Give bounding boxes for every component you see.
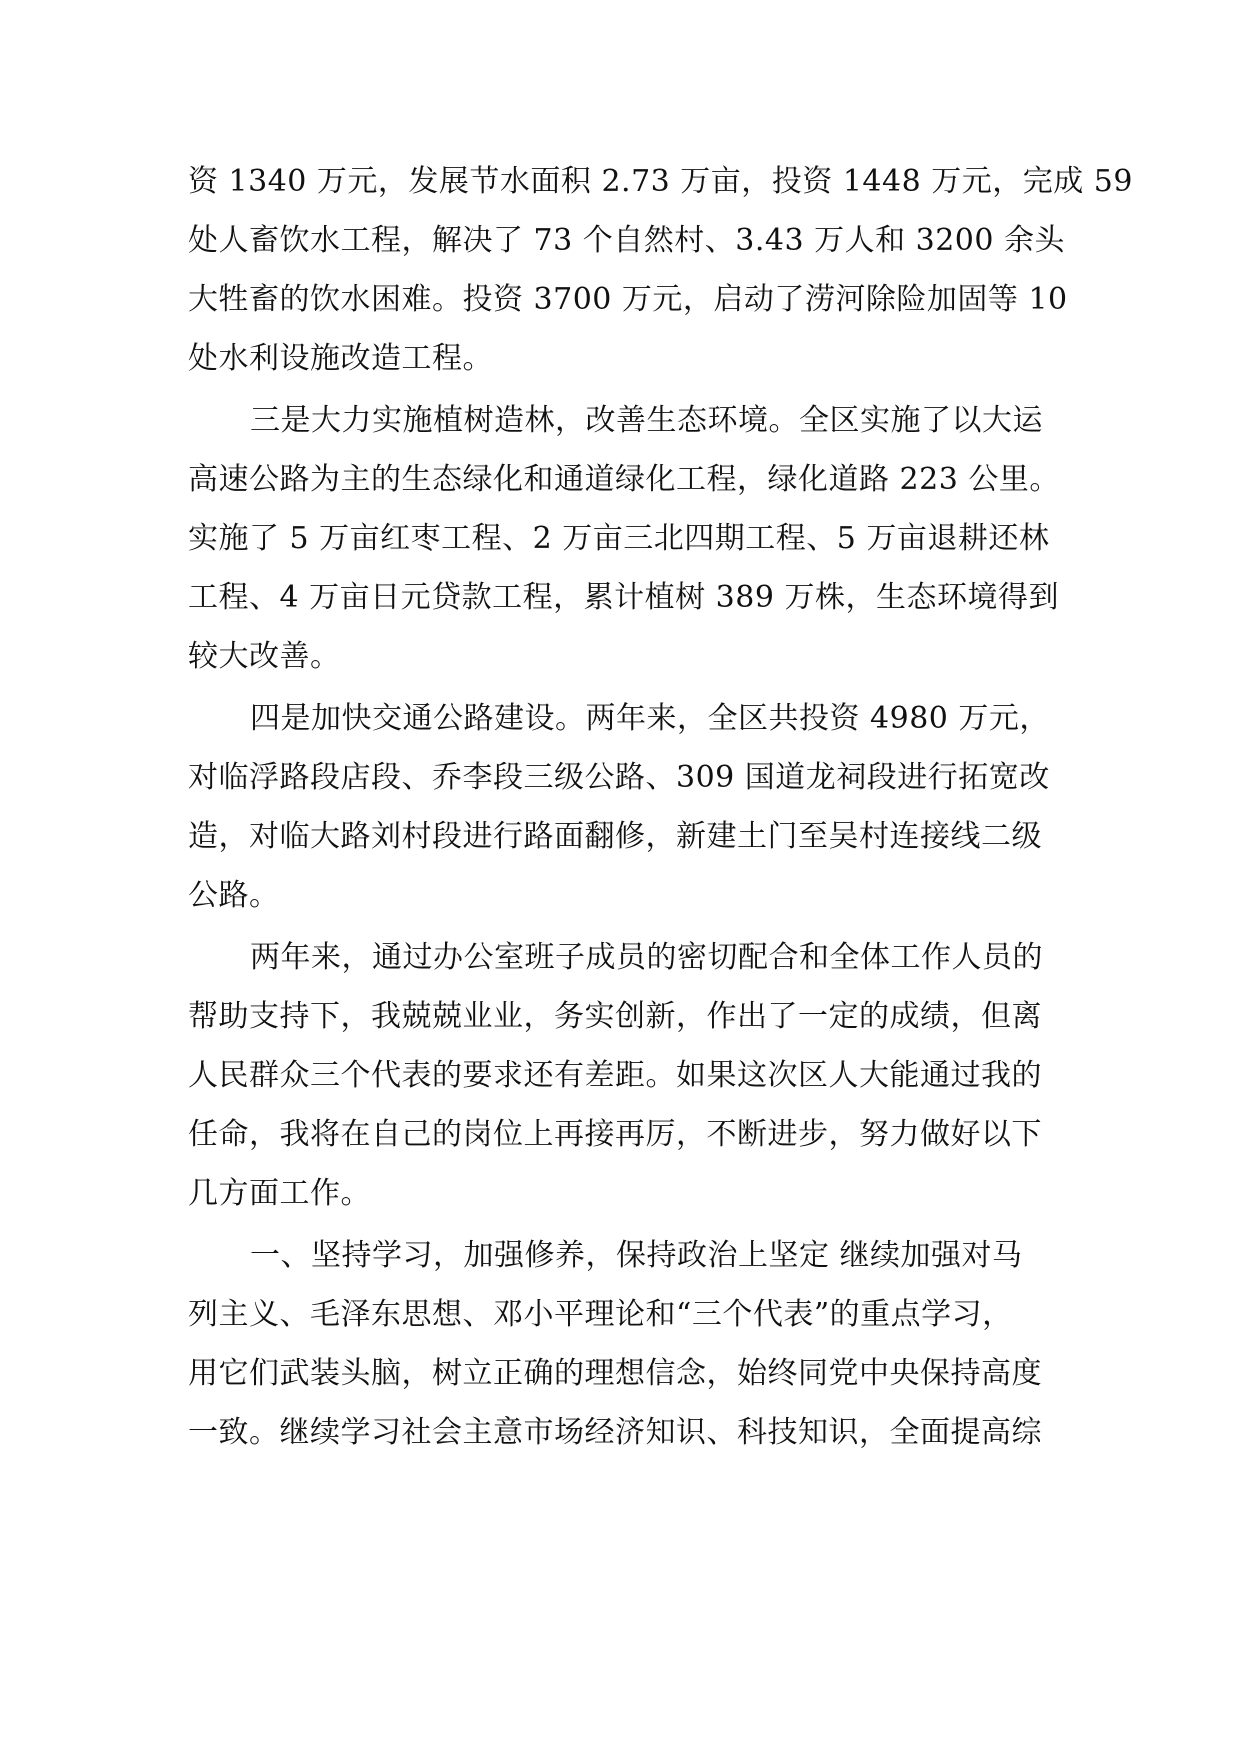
text-line: 一致。继续学习社会主意市场经济知识、科技知识，全面提高综 — [188, 1415, 1042, 1450]
text-line: 工程、4 万亩日元贷款工程，累计植树 389 万株，生态环境得到 — [188, 580, 1059, 615]
text-line: 人民群众三个代表的要求还有差距。如果这次区人大能通过我的 — [188, 1058, 1042, 1093]
text-line: 帮助支持下，我兢兢业业，务实创新，作出了一定的成绩，但离 — [188, 999, 1042, 1034]
paragraph-first-line: 一、坚持学习，加强修养，保持政治上坚定 继续加强对马 — [250, 1238, 1023, 1273]
text-line: 处人畜饮水工程，解决了 73 个自然村、3.43 万人和 3200 余头 — [188, 223, 1065, 258]
text-line: 处水利设施改造工程。 — [188, 341, 493, 376]
text-line: 几方面工作。 — [188, 1176, 371, 1211]
text-line: 对临浮路段店段、乔李段三级公路、309 国道龙祠段进行拓宽改 — [188, 760, 1050, 795]
text-line: 用它们武装头脑，树立正确的理想信念，始终同党中央保持高度 — [188, 1356, 1042, 1391]
text-line: 任命，我将在自己的岗位上再接再厉，不断进步，努力做好以下 — [188, 1117, 1042, 1152]
paragraph-first-line: 三是大力实施植树造林，改善生态环境。全区实施了以大运 — [250, 403, 1043, 438]
text-line: 大牲畜的饮水困难。投资 3700 万元，启动了涝河除险加固等 10 — [188, 282, 1068, 317]
text-line: 较大改善。 — [188, 639, 341, 674]
text-line: 高速公路为主的生态绿化和通道绿化工程，绿化道路 223 公里。 — [188, 462, 1060, 497]
paragraph-first-line: 四是加快交通公路建设。两年来，全区共投资 4980 万元， — [250, 701, 1050, 736]
text-line: 资 1340 万元，发展节水面积 2.73 万亩，投资 1448 万元，完成 59 — [188, 164, 1133, 199]
paragraph-first-line: 两年来，通过办公室班子成员的密切配合和全体工作人员的 — [250, 940, 1043, 975]
text-line: 造，对临大路刘村段进行路面翻修，新建土门至吴村连接线二级 — [188, 819, 1042, 854]
text-line: 公路。 — [188, 878, 280, 913]
text-line: 实施了 5 万亩红枣工程、2 万亩三北四期工程、5 万亩退耕还林 — [188, 521, 1050, 556]
text-line: 列主义、毛泽东思想、邓小平理论和“三个代表”的重点学习， — [188, 1297, 1013, 1332]
